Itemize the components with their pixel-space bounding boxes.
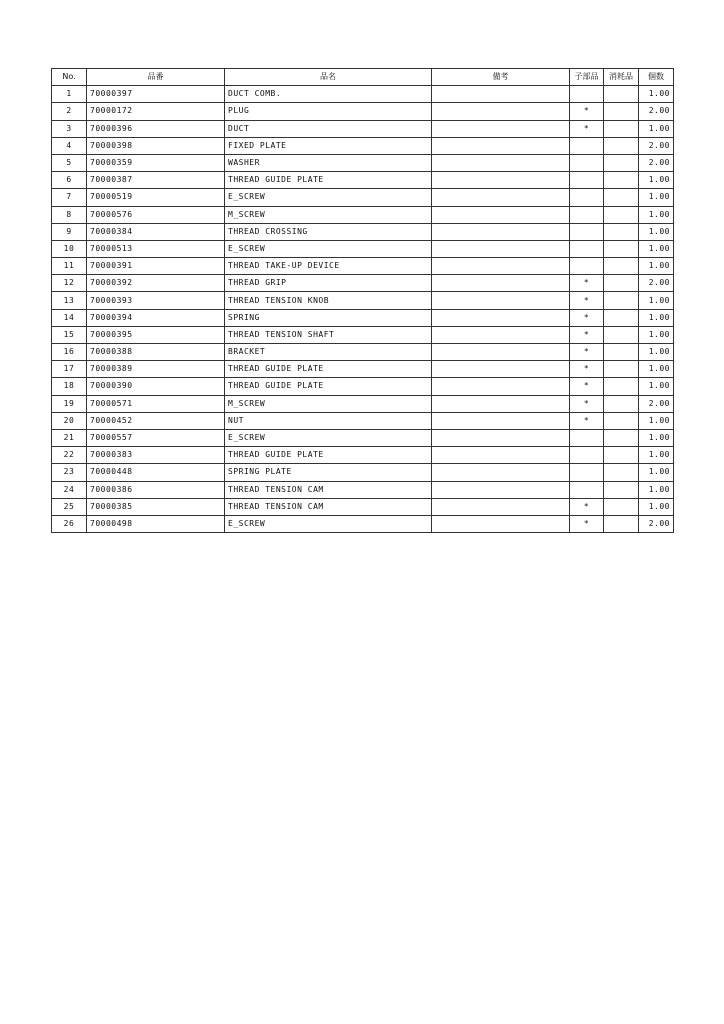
remarks	[432, 344, 570, 361]
remarks	[432, 189, 570, 206]
part-name: BRACKET	[225, 344, 432, 361]
part-number: 70000513	[87, 240, 225, 257]
quantity: 2.00	[639, 515, 674, 532]
quantity: 2.00	[639, 137, 674, 154]
row-number: 6	[52, 172, 87, 189]
sub-part-mark	[570, 481, 604, 498]
quantity: 2.00	[639, 154, 674, 171]
consumable-mark	[604, 137, 639, 154]
consumable-mark	[604, 172, 639, 189]
part-name: FIXED PLATE	[225, 137, 432, 154]
table-row	[52, 275, 674, 292]
consumable-mark	[604, 515, 639, 532]
quantity: 1.00	[639, 120, 674, 137]
remarks	[432, 498, 570, 515]
row-number: 14	[52, 309, 87, 326]
row-number: 18	[52, 378, 87, 395]
part-name: E_SCREW	[225, 429, 432, 446]
quantity: 1.00	[639, 292, 674, 309]
table-row	[52, 309, 674, 326]
part-number: 70000448	[87, 464, 225, 481]
quantity: 1.00	[639, 189, 674, 206]
part-name: THREAD TAKE-UP DEVICE	[225, 258, 432, 275]
remarks	[432, 361, 570, 378]
header-part-name: 品名	[225, 69, 432, 86]
row-number: 24	[52, 481, 87, 498]
consumable-mark	[604, 103, 639, 120]
remarks	[432, 240, 570, 257]
consumable-mark	[604, 86, 639, 103]
part-number: 70000398	[87, 137, 225, 154]
row-number: 23	[52, 464, 87, 481]
parts-list-sheet	[51, 68, 673, 533]
table-row	[52, 378, 674, 395]
row-number: 26	[52, 515, 87, 532]
quantity: 2.00	[639, 103, 674, 120]
table-row	[52, 137, 674, 154]
quantity: 1.00	[639, 86, 674, 103]
sub-part-mark	[570, 223, 604, 240]
part-number: 70000390	[87, 378, 225, 395]
sub-part-mark: *	[570, 515, 604, 532]
remarks	[432, 258, 570, 275]
table-row	[52, 447, 674, 464]
consumable-mark	[604, 206, 639, 223]
table-row	[52, 223, 674, 240]
part-number: 70000452	[87, 412, 225, 429]
part-number: 70000395	[87, 326, 225, 343]
part-name: PLUG	[225, 103, 432, 120]
header-part-number: 品番	[87, 69, 225, 86]
consumable-mark	[604, 378, 639, 395]
sub-part-mark: *	[570, 361, 604, 378]
part-number: 70000519	[87, 189, 225, 206]
consumable-mark	[604, 240, 639, 257]
sub-part-mark: *	[570, 326, 604, 343]
row-number: 9	[52, 223, 87, 240]
remarks	[432, 447, 570, 464]
consumable-mark	[604, 292, 639, 309]
row-number: 19	[52, 395, 87, 412]
consumable-mark	[604, 498, 639, 515]
table-row	[52, 103, 674, 120]
consumable-mark	[604, 258, 639, 275]
consumable-mark	[604, 481, 639, 498]
part-number: 70000498	[87, 515, 225, 532]
consumable-mark	[604, 344, 639, 361]
remarks	[432, 275, 570, 292]
parts-table-body	[52, 86, 674, 533]
table-row	[52, 86, 674, 103]
consumable-mark	[604, 120, 639, 137]
part-number: 70000392	[87, 275, 225, 292]
quantity: 1.00	[639, 309, 674, 326]
part-number: 70000576	[87, 206, 225, 223]
remarks	[432, 309, 570, 326]
sub-part-mark	[570, 206, 604, 223]
quantity: 1.00	[639, 429, 674, 446]
part-number: 70000397	[87, 86, 225, 103]
part-number: 70000394	[87, 309, 225, 326]
part-number: 70000389	[87, 361, 225, 378]
remarks	[432, 515, 570, 532]
sub-part-mark: *	[570, 309, 604, 326]
sub-part-mark	[570, 240, 604, 257]
part-name: THREAD TENSION CAM	[225, 498, 432, 515]
table-row	[52, 172, 674, 189]
table-row	[52, 361, 674, 378]
remarks	[432, 172, 570, 189]
remarks	[432, 86, 570, 103]
row-number: 22	[52, 447, 87, 464]
row-number: 25	[52, 498, 87, 515]
sub-part-mark: *	[570, 344, 604, 361]
table-row	[52, 464, 674, 481]
sub-part-mark	[570, 154, 604, 171]
row-number: 10	[52, 240, 87, 257]
part-number: 70000571	[87, 395, 225, 412]
part-number: 70000384	[87, 223, 225, 240]
row-number: 3	[52, 120, 87, 137]
row-number: 12	[52, 275, 87, 292]
remarks	[432, 206, 570, 223]
remarks	[432, 395, 570, 412]
part-name: THREAD TENSION CAM	[225, 481, 432, 498]
consumable-mark	[604, 412, 639, 429]
part-name: THREAD GUIDE PLATE	[225, 378, 432, 395]
part-name: DUCT COMB.	[225, 86, 432, 103]
part-number: 70000172	[87, 103, 225, 120]
sub-part-mark: *	[570, 103, 604, 120]
sub-part-mark	[570, 189, 604, 206]
row-number: 20	[52, 412, 87, 429]
sub-part-mark: *	[570, 498, 604, 515]
quantity: 1.00	[639, 206, 674, 223]
remarks	[432, 464, 570, 481]
sub-part-mark: *	[570, 412, 604, 429]
part-number: 70000359	[87, 154, 225, 171]
consumable-mark	[604, 361, 639, 378]
remarks	[432, 412, 570, 429]
part-name: E_SCREW	[225, 515, 432, 532]
quantity: 1.00	[639, 223, 674, 240]
table-row	[52, 429, 674, 446]
header-consumable: 消耗品	[604, 69, 639, 86]
part-name: SPRING	[225, 309, 432, 326]
part-name: WASHER	[225, 154, 432, 171]
table-row	[52, 292, 674, 309]
part-name: THREAD TENSION SHAFT	[225, 326, 432, 343]
row-number: 15	[52, 326, 87, 343]
part-name: DUCT	[225, 120, 432, 137]
header-row	[52, 69, 674, 86]
part-name: SPRING PLATE	[225, 464, 432, 481]
table-row	[52, 240, 674, 257]
sub-part-mark: *	[570, 395, 604, 412]
table-row	[52, 498, 674, 515]
consumable-mark	[604, 429, 639, 446]
part-number: 70000388	[87, 344, 225, 361]
quantity: 1.00	[639, 464, 674, 481]
quantity: 1.00	[639, 172, 674, 189]
header-remarks: 備考	[432, 69, 570, 86]
part-name: THREAD CROSSING	[225, 223, 432, 240]
remarks	[432, 429, 570, 446]
table-row	[52, 515, 674, 532]
quantity: 1.00	[639, 378, 674, 395]
remarks	[432, 137, 570, 154]
part-name: THREAD GUIDE PLATE	[225, 447, 432, 464]
part-name: NUT	[225, 412, 432, 429]
part-number: 70000391	[87, 258, 225, 275]
consumable-mark	[604, 326, 639, 343]
sub-part-mark: *	[570, 378, 604, 395]
header-no: No.	[52, 69, 87, 86]
part-name: M_SCREW	[225, 206, 432, 223]
part-number: 70000385	[87, 498, 225, 515]
sub-part-mark	[570, 86, 604, 103]
sub-part-mark	[570, 447, 604, 464]
row-number: 8	[52, 206, 87, 223]
part-number: 70000386	[87, 481, 225, 498]
row-number: 5	[52, 154, 87, 171]
header-sub-part: 子部品	[570, 69, 604, 86]
remarks	[432, 120, 570, 137]
consumable-mark	[604, 189, 639, 206]
sub-part-mark: *	[570, 120, 604, 137]
consumable-mark	[604, 223, 639, 240]
row-number: 13	[52, 292, 87, 309]
quantity: 1.00	[639, 326, 674, 343]
sub-part-mark: *	[570, 275, 604, 292]
table-row	[52, 326, 674, 343]
sub-part-mark	[570, 464, 604, 481]
part-name: M_SCREW	[225, 395, 432, 412]
sub-part-mark	[570, 137, 604, 154]
quantity: 1.00	[639, 447, 674, 464]
consumable-mark	[604, 275, 639, 292]
quantity: 1.00	[639, 498, 674, 515]
row-number: 4	[52, 137, 87, 154]
table-row	[52, 344, 674, 361]
part-name: THREAD GUIDE PLATE	[225, 172, 432, 189]
row-number: 7	[52, 189, 87, 206]
quantity: 1.00	[639, 412, 674, 429]
row-number: 16	[52, 344, 87, 361]
table-row	[52, 258, 674, 275]
quantity: 1.00	[639, 344, 674, 361]
part-name: E_SCREW	[225, 189, 432, 206]
table-row	[52, 395, 674, 412]
part-number: 70000387	[87, 172, 225, 189]
sub-part-mark	[570, 172, 604, 189]
quantity: 1.00	[639, 240, 674, 257]
consumable-mark	[604, 395, 639, 412]
parts-table	[51, 68, 674, 533]
table-row	[52, 206, 674, 223]
row-number: 2	[52, 103, 87, 120]
remarks	[432, 223, 570, 240]
part-number: 70000557	[87, 429, 225, 446]
sub-part-mark: *	[570, 292, 604, 309]
part-name: E_SCREW	[225, 240, 432, 257]
quantity: 1.00	[639, 481, 674, 498]
remarks	[432, 154, 570, 171]
part-name: THREAD GRIP	[225, 275, 432, 292]
remarks	[432, 481, 570, 498]
table-row	[52, 120, 674, 137]
consumable-mark	[604, 154, 639, 171]
row-number: 1	[52, 86, 87, 103]
table-row	[52, 154, 674, 171]
consumable-mark	[604, 464, 639, 481]
table-row	[52, 481, 674, 498]
consumable-mark	[604, 447, 639, 464]
remarks	[432, 326, 570, 343]
remarks	[432, 103, 570, 120]
quantity: 1.00	[639, 258, 674, 275]
remarks	[432, 292, 570, 309]
remarks	[432, 378, 570, 395]
part-number: 70000383	[87, 447, 225, 464]
row-number: 17	[52, 361, 87, 378]
part-number: 70000393	[87, 292, 225, 309]
sub-part-mark	[570, 258, 604, 275]
row-number: 21	[52, 429, 87, 446]
part-number: 70000396	[87, 120, 225, 137]
consumable-mark	[604, 309, 639, 326]
table-row	[52, 189, 674, 206]
quantity: 2.00	[639, 395, 674, 412]
quantity: 2.00	[639, 275, 674, 292]
sub-part-mark	[570, 429, 604, 446]
table-row	[52, 412, 674, 429]
part-name: THREAD GUIDE PLATE	[225, 361, 432, 378]
header-quantity: 個数	[639, 69, 674, 86]
part-name: THREAD TENSION KNOB	[225, 292, 432, 309]
quantity: 1.00	[639, 361, 674, 378]
row-number: 11	[52, 258, 87, 275]
